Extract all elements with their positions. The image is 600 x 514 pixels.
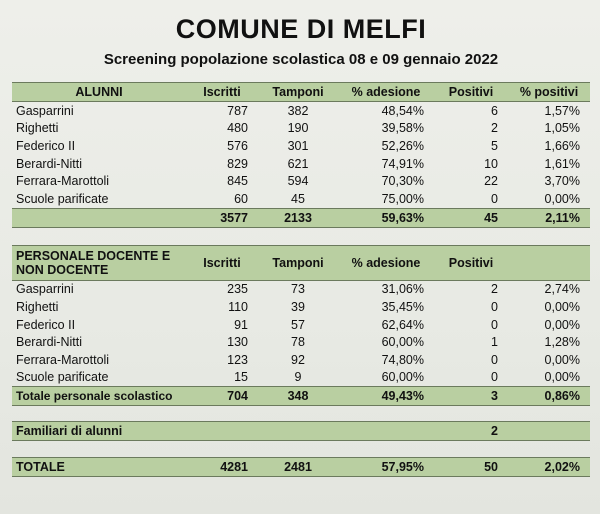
swabs-cell: 382: [287, 103, 309, 118]
adhesion-cell: 35,45%: [381, 299, 424, 314]
table-row: [12, 369, 590, 387]
table-row: [12, 102, 590, 120]
grand-total-positive-rate: 2,02%: [508, 458, 590, 477]
total-adhesion: 49,43%: [338, 387, 434, 406]
swabs-cell: 621: [287, 156, 309, 171]
swabs-cell: 301: [287, 138, 309, 153]
positives-cell: 0: [491, 299, 498, 314]
positive-rate-cell: 1,57%: [544, 103, 580, 118]
grand-total-positives: 50: [434, 458, 508, 477]
school-name: Federico II: [16, 138, 76, 153]
positives-cell: 22: [484, 174, 498, 189]
total-positive-rate: 0,86%: [508, 387, 590, 406]
enrolled-cell: 787: [227, 103, 248, 118]
adhesion-cell: 60,00%: [381, 335, 424, 350]
enrolled-cell: 829: [227, 156, 248, 171]
positives-cell: 0: [491, 191, 498, 206]
family-table: [12, 421, 590, 441]
positives-cell: 2: [491, 282, 498, 297]
school-name: Gasparrini: [16, 282, 74, 297]
enrolled-cell: 91: [234, 317, 248, 332]
document-subtitle: Screening popolazione scolastica 08 e 09 gennaio 2022: [103, 51, 499, 68]
header-cell: % adesione: [338, 83, 434, 102]
staff-header-row: [12, 245, 590, 280]
swabs-cell: 73: [291, 282, 305, 297]
swabs-cell: 594: [287, 174, 309, 189]
positive-rate-cell: 3,70%: [544, 174, 580, 189]
positive-rate-cell: 1,61%: [544, 156, 580, 171]
positive-rate-cell: 0,00%: [544, 191, 580, 206]
positives-cell: 10: [484, 156, 498, 171]
family-positives: 2: [434, 422, 508, 441]
table-row: [12, 316, 590, 334]
positives-cell: 0: [491, 352, 498, 367]
positives-cell: 0: [491, 370, 498, 385]
students-header-row: [12, 83, 590, 102]
adhesion-cell: 62,64%: [381, 317, 424, 332]
header-cell: Positivi: [434, 245, 508, 280]
family-row: [12, 422, 590, 441]
swabs-cell: 9: [294, 370, 302, 385]
positive-rate-cell: 1,28%: [544, 335, 580, 350]
enrolled-cell: 480: [227, 121, 248, 136]
students-total-row: [12, 208, 590, 227]
positive-rate-cell: 0,00%: [544, 299, 580, 314]
grand-total-label: TOTALE: [12, 458, 186, 477]
header-cell: Tamponi: [258, 83, 338, 102]
school-name: Federico II: [16, 317, 76, 332]
school-name: Scuole parificate: [16, 191, 109, 206]
adhesion-cell: 75,00%: [381, 191, 424, 206]
total-positive-rate: 2,11%: [508, 208, 590, 227]
header-cell: Iscritti: [186, 83, 258, 102]
enrolled-cell: 15: [234, 370, 248, 385]
adhesion-cell: 39,58%: [381, 121, 424, 136]
school-name: Righetti: [16, 121, 59, 136]
positive-rate-cell: 2,74%: [544, 282, 580, 297]
table-row: [12, 333, 590, 351]
positives-cell: 1: [491, 335, 498, 350]
grand-total-row: [12, 458, 590, 477]
swabs-cell: 45: [291, 191, 305, 206]
grand-total-table: [12, 457, 590, 477]
table-row: [12, 280, 590, 298]
grand-total-adhesion: 57,95%: [338, 458, 434, 477]
total-label: Totale personale scolastico: [12, 387, 186, 406]
staff-table: [12, 245, 590, 407]
grand-total-enrolled: 4281: [186, 458, 258, 477]
enrolled-cell: 130: [227, 335, 248, 350]
staff-total-row: [12, 387, 590, 406]
header-cell: Iscritti: [186, 245, 258, 280]
school-name: Ferrara-Marottoli: [16, 352, 110, 367]
school-name: Berardi-Nitti: [16, 156, 82, 171]
positives-cell: 6: [491, 103, 498, 118]
swabs-cell: 190: [287, 121, 309, 136]
adhesion-cell: 31,06%: [381, 282, 424, 297]
school-name: Gasparrini: [16, 103, 74, 118]
header-cell: % positivi: [508, 83, 590, 102]
grand-total-swabs: 2481: [258, 458, 338, 477]
table-row: [12, 172, 590, 190]
header-cell: % adesione: [338, 245, 434, 280]
swabs-cell: 92: [291, 352, 305, 367]
header-cell: Positivi: [434, 83, 508, 102]
swabs-cell: 57: [291, 317, 305, 332]
table-row: [12, 298, 590, 316]
positives-cell: 0: [491, 317, 498, 332]
total-label: [12, 208, 186, 227]
total-swabs: 348: [258, 387, 338, 406]
adhesion-cell: 48,54%: [381, 103, 424, 118]
enrolled-cell: 235: [227, 282, 248, 297]
adhesion-cell: 74,91%: [381, 156, 424, 171]
positives-cell: 5: [491, 138, 498, 153]
enrolled-cell: 60: [234, 191, 248, 206]
table-row: [12, 137, 590, 155]
document-title: COMUNE DI MELFI: [175, 14, 427, 44]
family-label: Familiari di alunni: [12, 422, 186, 441]
school-name: Ferrara-Marottoli: [16, 174, 110, 189]
adhesion-cell: 74,80%: [381, 352, 424, 367]
school-name: Scuole parificate: [16, 370, 109, 385]
enrolled-cell: 110: [228, 299, 248, 314]
school-name: Righetti: [16, 299, 59, 314]
header-cell: ALUNNI: [12, 83, 186, 102]
adhesion-cell: 70,30%: [381, 174, 424, 189]
header-cell: Tamponi: [258, 245, 338, 280]
enrolled-cell: 845: [227, 174, 248, 189]
total-positives: 3: [434, 387, 508, 406]
positive-rate-cell: 1,05%: [544, 121, 580, 136]
total-enrolled: 704: [186, 387, 258, 406]
enrolled-cell: 123: [227, 352, 248, 367]
table-row: [12, 155, 590, 173]
adhesion-cell: 52,26%: [381, 138, 424, 153]
table-row: [12, 190, 590, 208]
positive-rate-cell: 0,00%: [544, 352, 580, 367]
table-row: [12, 351, 590, 369]
adhesion-cell: 60,00%: [381, 370, 424, 385]
total-swabs: 2133: [258, 208, 338, 227]
school-name: Berardi-Nitti: [16, 335, 82, 350]
table-row: [12, 120, 590, 138]
total-enrolled: 3577: [186, 208, 258, 227]
swabs-cell: 78: [291, 335, 305, 350]
total-positives: 45: [434, 208, 508, 227]
header-cell: PERSONALE DOCENTE E NON DOCENTE: [12, 245, 186, 280]
positives-cell: 2: [491, 121, 498, 136]
positive-rate-cell: 1,66%: [544, 138, 580, 153]
positive-rate-cell: 0,00%: [544, 370, 580, 385]
enrolled-cell: 576: [227, 138, 248, 153]
students-table: [12, 82, 590, 228]
swabs-cell: 39: [291, 299, 305, 314]
positive-rate-cell: 0,00%: [544, 317, 580, 332]
total-adhesion: 59,63%: [338, 208, 434, 227]
header-cell: [508, 245, 590, 280]
